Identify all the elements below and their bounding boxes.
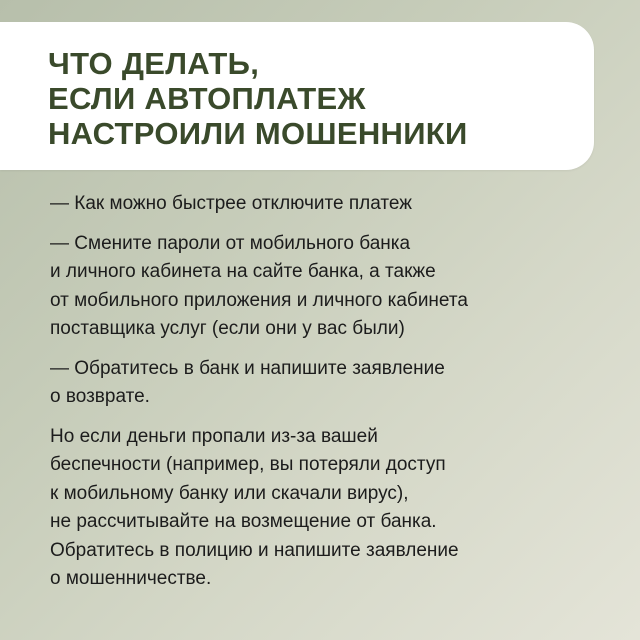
advice-content [50,190,610,594]
text-line: поставщика услуг (если они у вас были) [50,318,405,339]
text-line: — Смените пароли от мобильного банка [50,232,411,254]
page-title [48,46,594,151]
text-line: беспечности (например, вы потеряли доступ [50,454,446,475]
header-card [0,22,594,170]
text-line: к мобильному банку или скачали вирус), [50,482,409,504]
text-line: о возврате. [50,386,150,407]
text-line: не рассчитывайте на возмещение от банка. [50,511,437,532]
text-line: Обратитесь в полицию и напишите заявление [50,539,459,561]
advice-step-change-passwords [50,230,610,344]
advice-step-contact-bank [50,355,610,412]
advice-note-police [50,423,610,594]
advice-step-disable-payment [50,190,610,219]
text-line: и личного кабинета на сайте банка, а также [50,261,436,282]
title-line-1: ЧТО ДЕЛАТЬ, [48,46,260,81]
text-line: о мошенничестве. [50,568,212,589]
text-line: — Обратитесь в банк и напишите заявление [50,357,445,379]
text-line: Но если деньги пропали из-за вашей [50,425,378,447]
title-line-2: ЕСЛИ АВТОПЛАТЕЖ [48,81,366,116]
text-line: — Как можно быстрее отключите платеж [50,193,412,214]
text-line: от мобильного приложения и личного кабинета [50,289,468,311]
title-line-3: НАСТРОИЛИ МОШЕННИКИ [48,116,468,151]
